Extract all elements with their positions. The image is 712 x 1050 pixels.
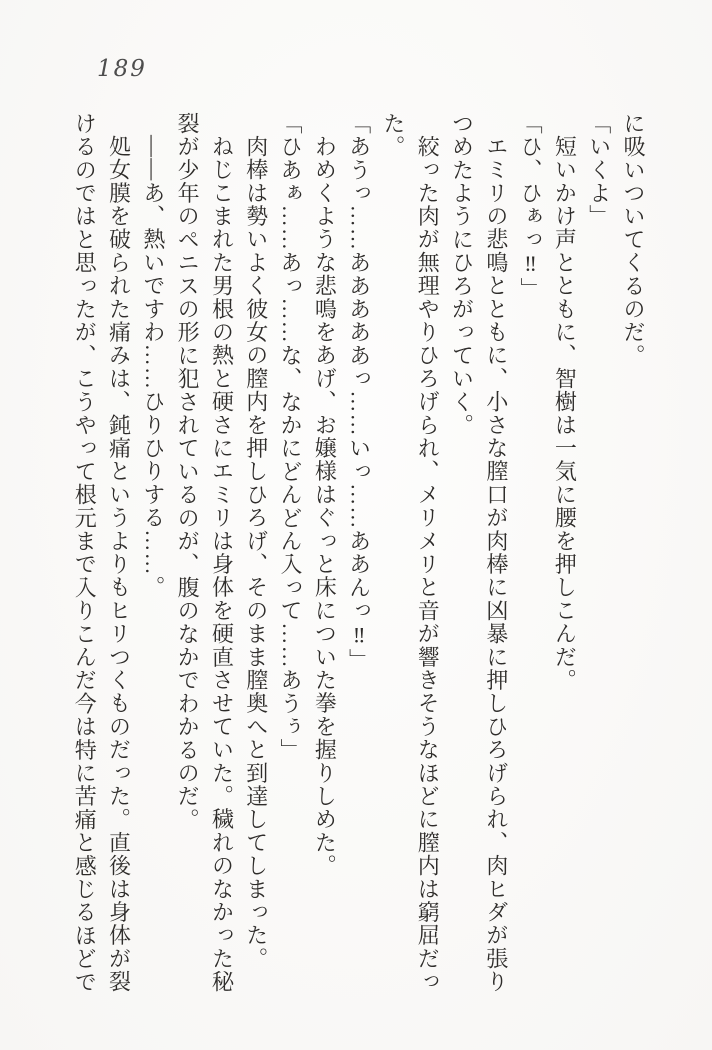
- text-line: 絞った肉が無理やりひろげられ、メリメリと音が響きそうなほどに膣内は窮屈だっ: [415, 135, 441, 994]
- text-line: 「あうっ……あああああっ……いっ……ああんっ‼」: [346, 112, 372, 672]
- text-line: 「いくよ」: [586, 112, 612, 228]
- text-line: 短いかけ声とともに、智樹は一気に腰を押しこんだ。: [552, 135, 578, 692]
- text-line: ねじこまれた男根の熱と硬さにエミリは身体を硬直させていた。穢れのなかった秘: [209, 135, 235, 994]
- text-line: 「ひあぁ……あっ……な、なかにどんどん入って……あうぅ」: [278, 112, 304, 762]
- text-line: 肉棒は勢いよく彼女の膣内を押しひろげ、そのまま膣奥へと到達してしまった。: [243, 135, 269, 971]
- text-line: つめたようにひろがっていく。: [449, 112, 475, 437]
- page-number: 189: [97, 56, 147, 82]
- text-line: けるのではと思ったが、こうやって根元まで入りこんだ今は特に苦痛と感じるほどで: [72, 112, 98, 994]
- text-line: た。: [380, 112, 406, 159]
- text-line: に吸いついてくるのだ。: [621, 112, 646, 368]
- text-line: わめくような悲鳴をあげ、お嬢様はぐっと床についた拳を握りしめた。: [312, 135, 338, 878]
- text-line: 処女膜を破られた痛みは、鈍痛というよりもヒリつくものだった。直後は身体が裂: [106, 135, 132, 994]
- vertical-text-block: [67, 112, 650, 998]
- text-line: ――あ、熱いですわ……ひりひりする……。: [140, 135, 166, 599]
- text-line: 「ひ、ひぁっ‼」: [518, 112, 544, 301]
- text-line: 裂が少年のペニスの形に犯されているのが、腹のなかでわかるのだ。: [175, 112, 201, 832]
- text-line: エミリの悲鳴とともに、小さな膣口が肉棒に凶暴に押しひろげられ、肉ヒダが張り: [483, 135, 509, 994]
